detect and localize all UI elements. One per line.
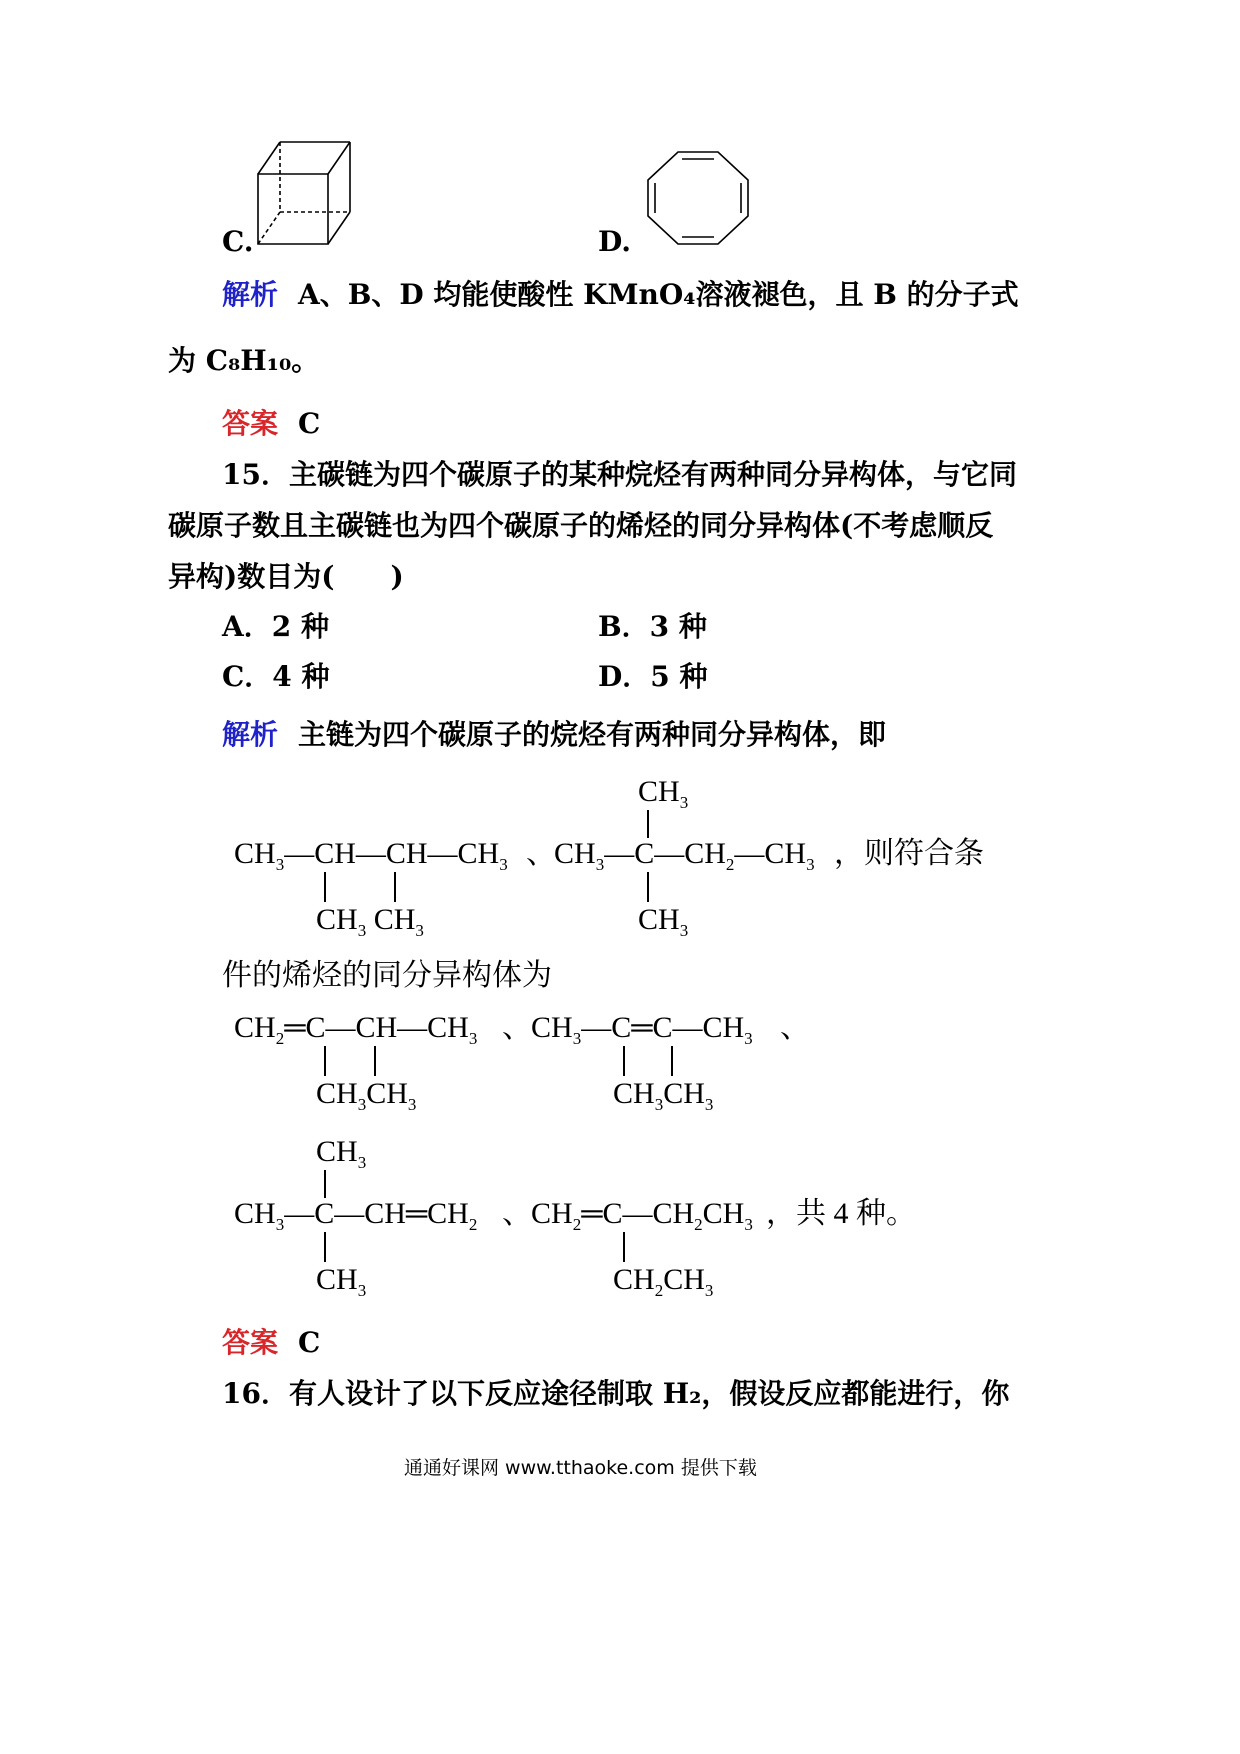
- q15-choice-a: A．2 种: [222, 610, 329, 643]
- separator: 、: [502, 1011, 532, 1044]
- cyclooctatetraene-figure: [640, 148, 756, 248]
- separator: 、: [526, 837, 556, 870]
- structure-2-ethyl-1-butene: $CH_2═C—CH_2CH_3$ $CH_2CH_3$: [531, 1197, 753, 1300]
- answer-tag: 答案: [222, 407, 279, 440]
- analysis1-line2: 为 C₈H₁₀。: [168, 344, 320, 377]
- option-d-label: D.: [598, 225, 632, 258]
- q15-line3: 异构)数目为( ): [168, 560, 404, 593]
- analysis2-line1: 主链为四个碳原子的烷烃有两种同分异构体，即: [298, 718, 887, 751]
- q15-choice-c: C．4 种: [222, 660, 330, 693]
- separator: 、: [502, 1197, 532, 1230]
- structure-2-3-dimethyl-2-butene: $CH_3—C═C—CH_3$ $CH_3CH_3$: [531, 1011, 753, 1114]
- analysis2-mid-text: ，则符合条: [834, 837, 984, 870]
- structure-2-3-dimethylbutane: $CH_3—CH—CH—CH_3$ $CH_3$ $CH_3$: [234, 837, 508, 940]
- q15-choice-b: B．3 种: [598, 610, 707, 643]
- structure-2-2-dimethylbutane: $CH_3$ $CH_3—C—CH_2—CH_3$ $CH_3$: [554, 775, 815, 940]
- cube-figure: [250, 138, 360, 250]
- footer-text: 通通好课网 www.tthaoke.com 提供下载: [404, 1457, 757, 1479]
- structure-2-3-dimethyl-1-butene: $CH_2═C—CH—CH_3$ $CH_3CH_3$: [234, 1011, 478, 1114]
- q16-line1: 16．有人设计了以下反应途径制取 H₂，假设反应都能进行，你: [222, 1377, 1010, 1410]
- analysis2-line2: 件的烯烃的同分异构体为: [222, 959, 552, 992]
- q15-line2: 碳原子数且主碳链也为四个碳原子的烯烃的同分异构体(不考虑顺反: [168, 509, 994, 542]
- structure-3-3-dimethyl-1-butene: $CH_3$ $CH_3—C—CH═CH_2$ $CH_3$: [234, 1135, 478, 1300]
- separator: 、: [780, 1011, 810, 1044]
- answer2-value: C: [298, 1326, 321, 1359]
- option-c-label: C.: [222, 225, 254, 258]
- answer-tag: 答案: [222, 1326, 279, 1359]
- analysis1-line1: A、B、D 均能使酸性 KMnO₄溶液褪色，且 B 的分子式: [298, 278, 1019, 311]
- analysis2-tag: 解析: [222, 718, 279, 751]
- q15-choice-d: D．5 种: [598, 660, 708, 693]
- analysis2-end-text: ，共 4 种。: [766, 1197, 916, 1230]
- analysis-tag: 解析: [222, 278, 279, 311]
- answer1-value: C: [298, 407, 321, 440]
- q15-line1: 15．主碳链为四个碳原子的某种烷烃有两种同分异构体，与它同: [222, 458, 1017, 491]
